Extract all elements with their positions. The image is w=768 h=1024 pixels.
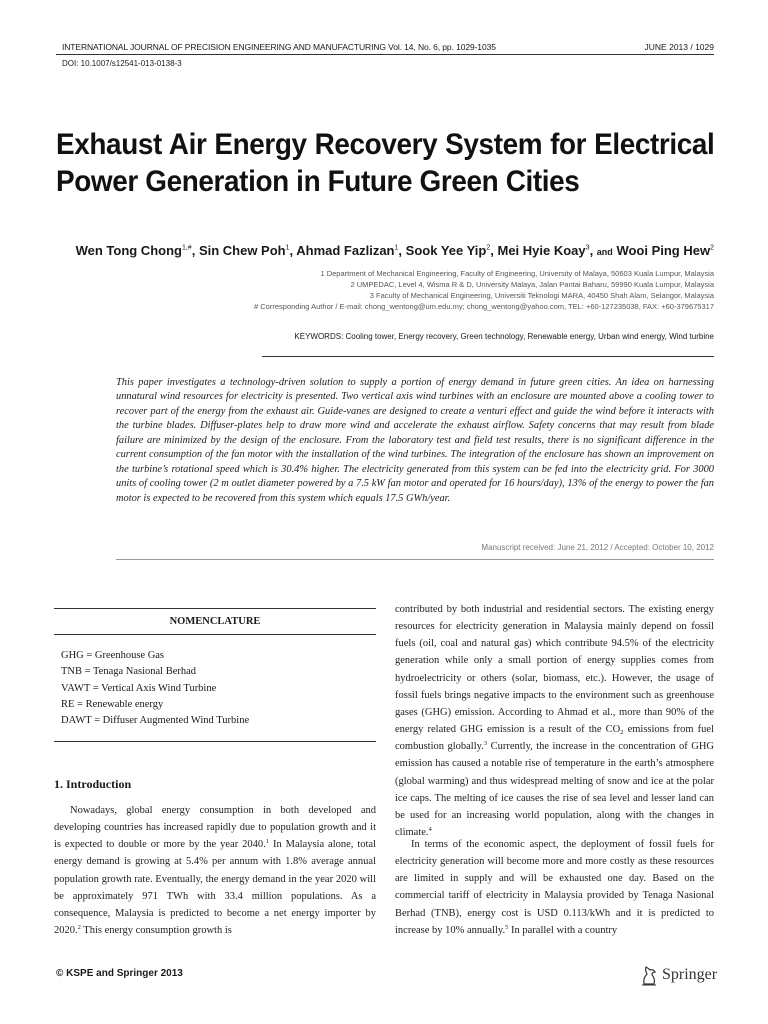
author-name: Ahmad Fazlizan [296, 243, 395, 258]
citation[interactable]: 4 [428, 826, 432, 834]
author-name: Mei Hyie Koay [497, 243, 586, 258]
corresponding-author: # Corresponding Author / E-mail: chong_wentong@um.edu.my; chong_wentong@yahoo.com, TEL: +60-127235038, FAX: +60-379675317 [254, 302, 714, 311]
nomenclature-item: TNB = Tenaga Nasional Berhad [61, 666, 197, 677]
body-paragraph: contributed by both industrial and residential sectors. The existing energy resources for electricity generation in Malaysia mainly depend on fossil fuels (oil, coal and natural gas) which contribute 94.5% of the electricity generation while only a small portion of energy supplies comes from hydroelectricity or others (solar, biomass, etc.). However, the usage of fossil fuels brings negative impacts to the environment such as greenhouse gases (GHG) emission. According to Ahmad et al., more than 90% of the energy related GHG emission is a result of the $CO_2$ emissions from fuel combustion globally.$^3$ Currently, the increase in the concentration of GHG emission has caused a notable rise of temperature in the earth’s atmosphere (global warming) and thus widespread melting of snow and ice at the polar ice caps. The melting of ice causes the rise of sea level and lesser land can be used for an increasing world population, along with the changes in climate.$^4$ [395, 604, 714, 839]
author-name: Wen Tong Chong [75, 243, 182, 258]
keywords-divider [262, 356, 714, 357]
publisher-logo [640, 964, 717, 986]
manuscript-dates: Manuscript received: June 21, 2012 / Accepted: October 10, 2012 [481, 543, 714, 552]
intro-paragraph: Nowadays, global energy consumption in both developed and developing countries has increased rapidly due to population growth and it is expected to double or more by the year 2040.$^1$ In Malaysia alone, total energy demand is growing at 5.4% per annum with 1.8% average annual population growth rate. Eventually, the energy demand in the year 2020 will be approximately 971 TWh with 33.4 million populations. As a consequence, Malaysia is predicted to become a net energy importer by 2020.$^2$ This energy consumption growth is [54, 805, 376, 937]
nomenclature-item: RE = Renewable energy [61, 699, 164, 710]
author-name: Sin Chew Poh [198, 243, 286, 258]
keywords: KEYWORDS: Cooling tower, Energy recovery, Green technology, Renewable energy, Urban wind energy, Wind turbine [294, 332, 714, 341]
author-name: Wooi Ping Hew [616, 243, 711, 258]
nomenclature-item: GHG = Greenhouse Gas [61, 650, 165, 661]
author-list: Wen Tong Chong$^{1,\#}$, Sin Chew Poh$^1$, Ahmad Fazlizan$^1$, Sook Yee Yip$^2$, Mei Hyie Koay$^3$, and Wooi Ping Hew$^2$ [75, 243, 714, 258]
citation[interactable]: 3 [483, 740, 488, 748]
author-affiliation-mark: 1,# [181, 244, 192, 252]
citation[interactable]: 5 [505, 923, 509, 931]
abstract-divider [116, 559, 714, 560]
author-affiliation-mark: 1 [394, 244, 399, 252]
doi[interactable]: DOI: 10.1007/s12541-013-0138-3 [62, 59, 182, 68]
subscript: 2 [620, 729, 624, 737]
header-divider [56, 54, 714, 55]
author-name: Sook Yee Yip [405, 243, 487, 258]
journal-header: INTERNATIONAL JOURNAL OF PRECISION ENGINEERING AND MANUFACTURING Vol. 14, No. 6, pp. 1029-1035 [62, 42, 496, 52]
paper-title: Exhaust Air Energy Recovery System for Electrical Power Generation in Future Green Cities [56, 128, 715, 198]
affiliation-3: 3 Faculty of Mechanical Engineering, Universiti Teknologi MARA, 40450 Shah Alam, Selangor, Malaysia [369, 291, 714, 300]
affiliation-2: 2 UMPEDAC, Level 4, Wisma R & D, University Malaya, Jalan Pantai Baharu, 59990 Kuala Lumpur, Malaysia [350, 280, 714, 289]
citation[interactable]: 1 [265, 838, 270, 846]
body-paragraph: In terms of the economic aspect, the deployment of fossil fuels for electricity generation will become more and more costly as these resources are limited in supply and will be exhausted one day. Based on the commercial tariff of electricity in Malaysia provided by Tenaga Nasional Berhad (TNB), energy cost is USD 0.113/kWh and it is predicted to increase by 10% annually.$^5$ In parallel with a country [395, 839, 714, 936]
nomenclature-item: VAWT = Vertical Axis Wind Turbine [61, 683, 217, 694]
citation[interactable]: 2 [77, 924, 81, 932]
author-affiliation-mark: 2 [486, 244, 491, 252]
author-affiliation-mark: 3 [585, 244, 590, 252]
nomenclature-divider [54, 634, 376, 635]
nomenclature-title: NOMENCLATURE [169, 616, 261, 627]
section-heading: 1. Introduction [54, 777, 132, 791]
springer-horse-icon [640, 964, 658, 986]
publisher-name: Springer [662, 966, 718, 983]
author-affiliation-mark: 1 [285, 244, 290, 252]
copyright: © KSPE and Springer 2013 [56, 968, 183, 979]
abstract: This paper investigates a technology-driven solution to supply a portion of energy demand in future green cities. An idea on harnessing unnatural wind resources for electricity is presented. Two vertical axis wind turbines with an enclosure are mounted above a cooling tower to recover part of the energy from the exhaust air. Guide-vanes are designed to create a venturi effect and guide the wind before it interacts with the turbine blades. Diffuser-plates help to draw more wind and accelerate the exhaust airflow. Safety concerns that may result from blade failure are minimized by the design of the enclosure. From the laboratory test and field test results, there is no significant difference in the current consumption of the fan motor with the installation of the wind turbines. The integration of the enclosure has shown an improvement on the turbine’s rotational speed which is 30.4% higher. The electricity generated from this system can be fed into the electricity grid. For 3000 units of cooling tower (2 m outlet diameter powered by a 7.5 kW fan motor and operated for 16 hours/day), 13% of the energy to power the fan motor is expected to be recovered from this system which equals 17.5 GWh/year. [116, 377, 714, 504]
nomenclature-item: DAWT = Diffuser Augmented Wind Turbine [61, 715, 250, 726]
page-number: JUNE 2013 / 1029 [644, 42, 714, 52]
affiliation-1: 1 Department of Mechanical Engineering, Faculty of Engineering, University of Malaya, 50603 Kuala Lumpur, Malaysia [320, 269, 714, 278]
author-affiliation-mark: 2 [710, 244, 714, 252]
author-conjunction: and [596, 247, 613, 257]
